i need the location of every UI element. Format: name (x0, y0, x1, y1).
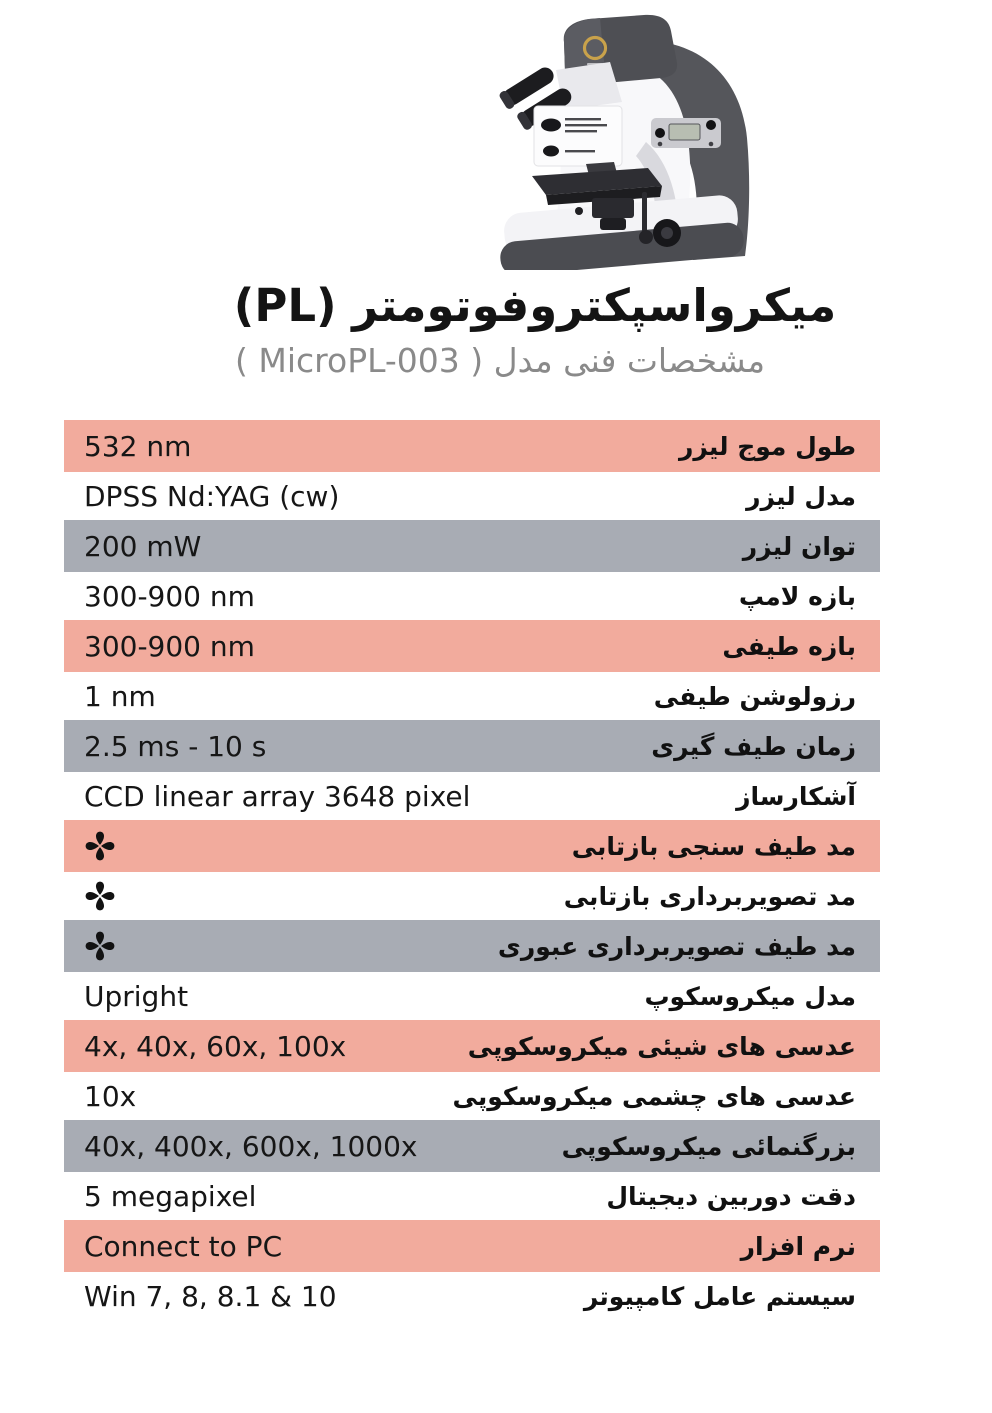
table-row (64, 1220, 880, 1272)
spec-label: دقت دوربین دیجیتال (606, 1181, 856, 1211)
spec-value: 532 nm (84, 429, 192, 463)
spec-label: عدسی های چشمی میکروسکوپی (452, 1081, 856, 1111)
spec-value-check (84, 830, 116, 862)
spec-value: 300-900 nm (84, 579, 255, 613)
spec-label: مدل لیزر (746, 481, 856, 511)
microscope-illustration (448, 6, 772, 270)
spec-label: آشکارساز (736, 781, 856, 811)
spec-label: طول موج لیزر (678, 431, 856, 461)
table-row (64, 620, 880, 672)
table-row (64, 572, 880, 620)
spec-label: سیستم عامل کامپیوتر (583, 1281, 856, 1311)
spec-label: عدسی های شیئی میکروسکوپی (467, 1031, 856, 1061)
spec-value: 4x, 40x, 60x, 100x (84, 1029, 347, 1063)
four-petal-check-icon (84, 930, 116, 962)
table-row (64, 472, 880, 520)
table-row (64, 1120, 880, 1172)
spec-value: 40x, 400x, 600x, 1000x (84, 1129, 418, 1163)
table-row (64, 420, 880, 472)
table-row (64, 1272, 880, 1320)
spec-value: DPSS Nd:YAG (cw) (84, 479, 340, 513)
four-petal-check-icon (84, 830, 116, 862)
table-row (64, 1020, 880, 1072)
spec-value: 2.5 ms - 10 s (84, 729, 267, 763)
spec-value: 200 mW (84, 529, 202, 563)
spec-value: 300-900 nm (84, 629, 255, 663)
table-row (64, 1072, 880, 1120)
spec-value: CCD linear array 3648 pixel (84, 779, 471, 813)
spec-label: مد طیف تصویربرداری عبوری (497, 931, 856, 961)
spec-value: 5 megapixel (84, 1179, 257, 1213)
four-petal-check-icon (84, 880, 116, 912)
spec-value-check (84, 930, 116, 962)
spec-value: Connect to PC (84, 1229, 283, 1263)
spec-label: زمان طیف گیری (651, 731, 856, 761)
table-row (64, 672, 880, 720)
spec-label: رزولوشن طیفی (653, 681, 856, 711)
spec-value: 1 nm (84, 679, 156, 713)
spec-label: مد تصویربرداری بازتابی (563, 881, 856, 911)
spec-table (64, 420, 880, 1320)
spec-label: بازه لامپ (738, 581, 856, 611)
spec-label: مدل میکروسکوپ (644, 981, 856, 1011)
table-row (64, 920, 880, 972)
table-row (64, 972, 880, 1020)
spec-label: بزرگنمائی میکروسکوپی (561, 1131, 856, 1161)
spec-value: 10x (84, 1079, 137, 1113)
table-row (64, 520, 880, 572)
microscope-image (448, 6, 772, 270)
table-row (64, 720, 880, 772)
spec-value-check (84, 880, 116, 912)
table-row (64, 772, 880, 820)
spec-value: Win 7, 8, 8.1 & 10 (84, 1279, 337, 1313)
spec-value: Upright (84, 979, 189, 1013)
spec-label: مد طیف سنجی بازتابی (571, 831, 856, 861)
spec-label: نرم افزار (740, 1231, 856, 1261)
table-row (64, 820, 880, 872)
page-title: میکرواسپکتروفوتومتر (PL) (233, 279, 837, 332)
table-row (64, 1172, 880, 1220)
spec-label: توان لیزر (742, 531, 856, 561)
spec-label: بازه طیفی (722, 631, 856, 661)
page-subtitle: مشخصات فنی مدل ( MicroPL-003 ) (235, 341, 765, 380)
table-row (64, 872, 880, 920)
